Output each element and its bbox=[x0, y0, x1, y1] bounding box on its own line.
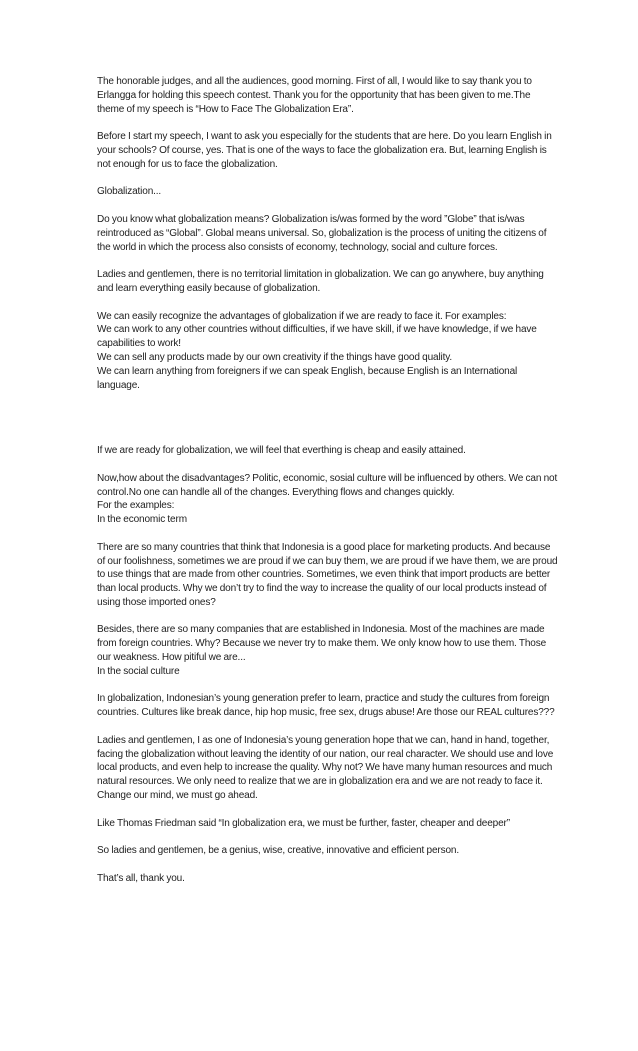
paragraph-examples-label: For the examples: bbox=[97, 500, 175, 512]
paragraph-definition: Do you know what globalization means? Globalization is/was formed by the word ”Globe” that is/was reintroduced as “Global”. Global means universal. So, globalization is the process of uniting the citizens of the world in which the process also consists of economy, technology, social and culture forces. bbox=[97, 213, 547, 253]
paragraph-companies: Besides, there are so many companies that are established in Indonesia. Most of the machines are made from foreign countries. Why? Because we never try to make them. We only know how to use them. Those our weakness. How pitiful we are... bbox=[97, 624, 547, 664]
paragraph-english-question: Before I start my speech, I want to ask you especially for the students that are here. Do you learn English in your schools? Of course, yes. That is one of the ways to face the globalization era. But, learning English is not enough for us to face the globalization. bbox=[97, 131, 552, 170]
speech-text bbox=[97, 75, 559, 886]
paragraph-social-culture: In the social culture bbox=[97, 665, 180, 677]
paragraph-no-limitation: Ladies and gentlemen, there is no territorial limitation in globalization. We can go anywhere, buy anything and learn everything easily because of globalization. bbox=[97, 269, 544, 294]
blank-gap bbox=[97, 406, 559, 444]
paragraph-marketing: There are so many countries that think that Indonesia is a good place for marketing products. And because of our foolishness, sometimes we are proud if we can buy them, we are proud if we have them, we are proud to use things that are made from other countries. Sometimes, we even think that import products are better than local products. Why we don’t try to find the way to increase the quality of our local products instead of using those imported ones? bbox=[97, 541, 558, 608]
paragraph-globalization-heading: Globalization... bbox=[97, 186, 162, 198]
paragraph-disadvantages: Now,how about the disadvantages? Politic, economic, sosial culture will be influenced by others. We can not control.No one can handle all of the changes. Everything flows and changes quickly. bbox=[97, 472, 558, 498]
paragraph-friedman-quote: Like Thomas Friedman said “In globalization era, we must be further, faster, cheaper and deeper” bbox=[97, 817, 510, 829]
paragraph-ready: If we are ready for globalization, we will feel that everthing is cheap and easily attained. bbox=[97, 445, 466, 457]
paragraph-advantage-work: We can work to any other countries without difficulties, if we have skill, if we have knowledge, if we have capabilities to work! bbox=[97, 324, 537, 350]
paragraph-be-a-genius: So ladies and gentlemen, be a genius, wise, creative, innovative and efficient person. bbox=[97, 845, 459, 857]
paragraph-closing: That’s all, thank you. bbox=[97, 872, 185, 884]
paragraph-young-generation: In globalization, Indonesian’s young generation prefer to learn, practice and study the cultures from foreign countries. Cultures like break dance, hip hop music, free sex, drugs abuse! Are those our REAL cultures??? bbox=[97, 693, 555, 719]
paragraph-advantages-intro: We can easily recognize the advantages of globalization if we are ready to face it. For examples: bbox=[97, 310, 507, 322]
paragraph-advantage-sell: We can sell any products made by our own creativity if the things have good quality. bbox=[97, 351, 453, 363]
paragraph-advantage-learn: We can learn anything from foreigners if we can speak English, because English is an International language. bbox=[97, 365, 518, 391]
paragraph-economic-term: In the economic term bbox=[97, 514, 187, 526]
paragraph-greeting: The honorable judges, and all the audiences, good morning. First of all, I would like to say thank you to Erlangga for holding this speech contest. Thank you for the opportunity that has been given to me.The theme of my speech is “How to Face The Globalization Era”. bbox=[97, 76, 532, 115]
paragraph-hope: Ladies and gentlemen, I as one of Indonesia’s young generation hope that we can, hand in hand, together, facing the globalization without leaving the identity of our nation, our real character. We should use and love local products, and even help to increase the quality. Why not? We have many human resources and much natural resources. We only need to realize that we are in globalization era and we are not ready to face it. Change our mind, we must go ahead. bbox=[97, 734, 554, 802]
